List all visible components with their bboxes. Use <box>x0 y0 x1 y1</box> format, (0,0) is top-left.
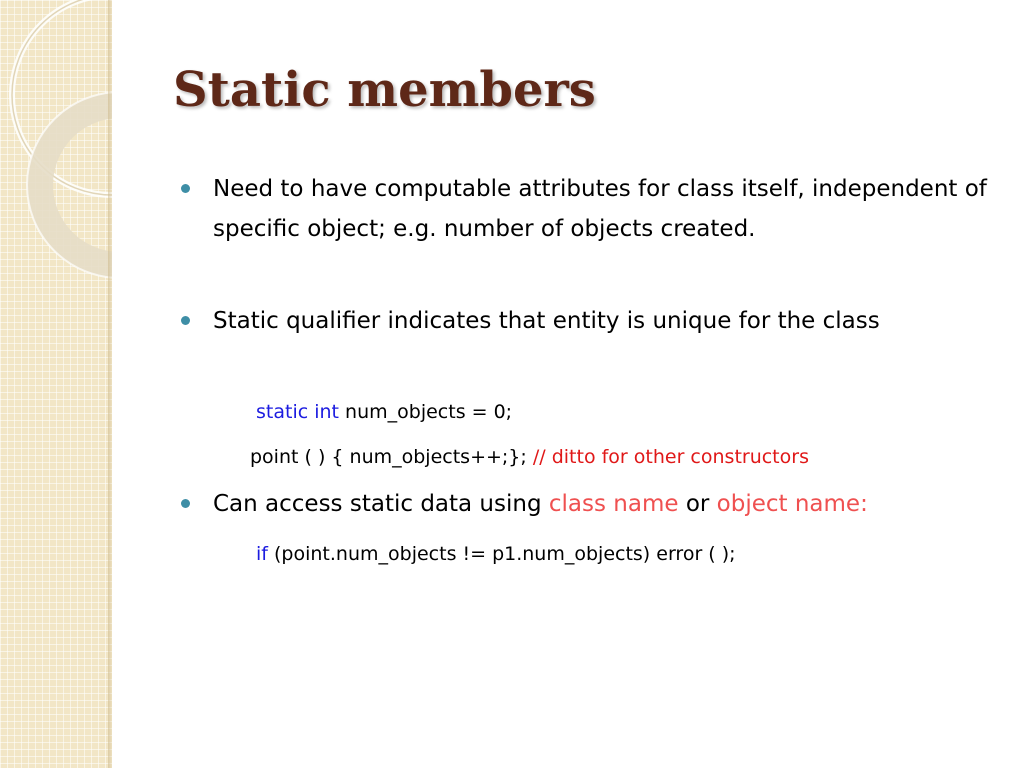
code-line-if-check <box>256 541 736 567</box>
sidebar-edge-shadow <box>108 0 112 768</box>
bullet-dot-icon <box>181 184 190 193</box>
code-line-static-declaration <box>256 399 512 425</box>
highlight-object-name: object name: <box>716 491 868 517</box>
highlight-class-name: class name <box>548 491 679 517</box>
bullet-item-static-qualifier <box>213 301 993 341</box>
code-line-constructor <box>250 444 809 470</box>
slide-title: Static members <box>173 62 596 118</box>
decorative-sidebar <box>0 0 112 768</box>
bullet-dot-icon <box>181 316 190 325</box>
code-comment: // ditto for other constructors <box>532 446 809 468</box>
bullet-dot-icon <box>181 499 190 508</box>
code-text: point ( ) { num_objects++;}; <box>250 446 527 468</box>
bullet-text: or <box>685 491 710 517</box>
code-keyword: int <box>314 401 339 423</box>
bullet-text: Need to have computable attributes for class itself, independent of specific object; e.g. number of objects created. <box>213 176 987 242</box>
bullet-item-access-static-data <box>213 484 993 524</box>
bullet-item-computable-attributes <box>213 169 993 249</box>
code-text: (point.num_objects != p1.num_objects) error ( ); <box>274 543 736 565</box>
code-keyword: if <box>256 543 268 565</box>
bullet-text: Can access static data using <box>213 491 542 517</box>
code-text: num_objects = 0; <box>345 401 513 423</box>
code-keyword: static <box>256 401 309 423</box>
decorative-rings <box>0 0 112 768</box>
bullet-text: Static qualifier indicates that entity is unique for the class <box>213 308 880 334</box>
